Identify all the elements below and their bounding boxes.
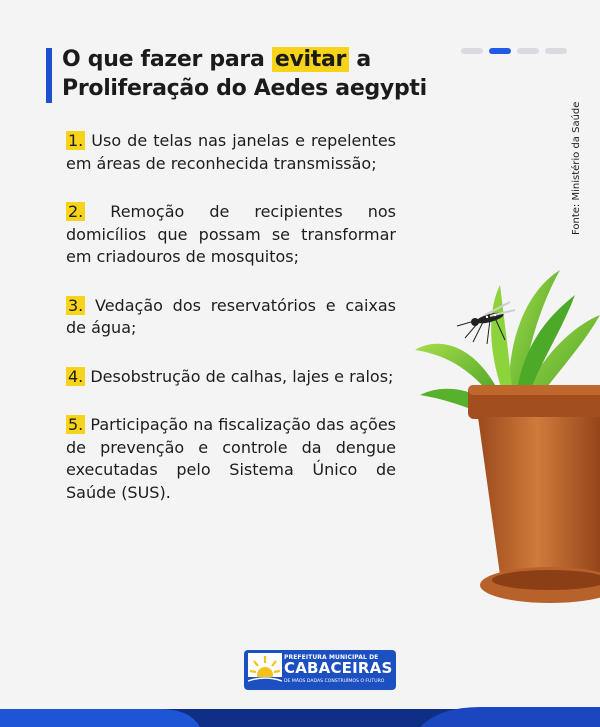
list-item <box>66 366 396 389</box>
page-dot[interactable] <box>461 48 483 54</box>
item-number: 3. <box>68 295 84 315</box>
list-item <box>66 295 396 340</box>
logo-tagline: DE MÃOS DADAS CONSTRUÍMOS O FUTURO <box>284 679 385 684</box>
page-dot[interactable] <box>517 48 539 54</box>
title-highlight: evitar <box>272 47 349 72</box>
logo-top-text: PREFEITURA MUNICIPAL DE <box>284 654 379 661</box>
city-hall-logo[interactable] <box>244 650 396 690</box>
title-line2: Proliferação do Aedes aegypti <box>62 76 427 101</box>
carousel-pagination <box>461 48 567 54</box>
item-text: Uso de telas nas janelas e repelentes em áreas de reconhecida transmissão; <box>66 131 396 173</box>
sun-icon <box>248 653 282 687</box>
page-title <box>62 45 462 103</box>
item-text: Desobstrução de calhas, lajes e ralos; <box>85 366 394 386</box>
source-credit: Fonte: Ministério da Saúde <box>571 101 582 235</box>
item-text: Vedação dos reservatórios e caixas de água; <box>66 295 396 337</box>
title-text-after: a <box>349 47 371 72</box>
list-item <box>66 130 396 175</box>
item-number: 4. <box>68 366 84 386</box>
page-dot-active[interactable] <box>489 48 511 54</box>
potted-plant-illustration <box>410 255 600 625</box>
item-number: 5. <box>68 415 84 434</box>
list-item <box>66 201 396 269</box>
item-text: Remoção de recipientes nos domicílios que possam se transformar em criadouros de mosquitos; <box>66 202 396 266</box>
footer-wave-band <box>0 703 600 727</box>
item-number: 1. <box>68 131 84 150</box>
page-dot[interactable] <box>545 48 567 54</box>
prevention-list <box>66 130 396 530</box>
item-text: Participação na fiscalização das ações de prevenção e controle da dengue executadas pelo Sistema Único de Saúde (SUS). <box>66 415 396 502</box>
list-item <box>66 414 396 504</box>
title-text-before: O que fazer para <box>62 47 272 72</box>
logo-name: CABACEIRAS <box>284 659 393 677</box>
item-number: 2. <box>68 202 84 221</box>
title-accent-bar <box>46 48 52 103</box>
